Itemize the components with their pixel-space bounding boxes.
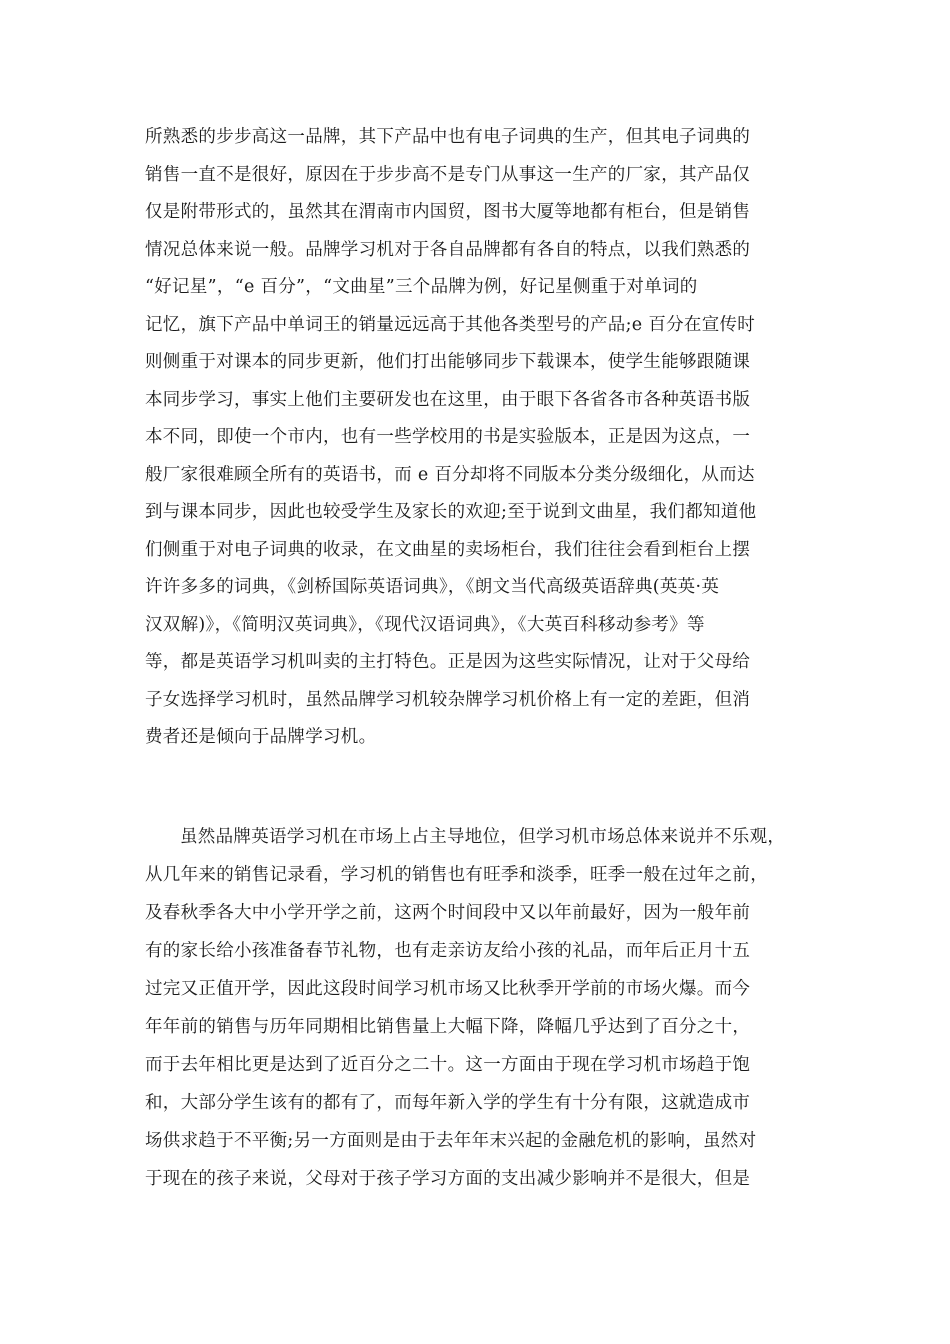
paragraph-line: 所熟悉的步步高这一品牌，其下产品中也有电子词典的生产，但其电子词典的 [145,127,751,147]
paragraph-line: 本不同，即使一个市内，也有一些学校用的书是实验版本，正是因为这点，一 [145,427,751,447]
paragraph-line: 们侧重于对电子词典的收录，在文曲星的卖场柜台，我们往往会看到柜台上摆 [145,539,751,560]
paragraph-1 [145,119,825,757]
paragraph-line: 从几年来的销售记录看，学习机的销售也有旺季和淡季，旺季一般在过年之前， [145,865,768,885]
paragraph-line: 年年前的销售与历年同期相比销售量上大幅下降，降幅几乎达到了百分之十， [145,1017,751,1037]
paragraph-line: 及春秋季各大中小学开学之前，这两个时间段中又以年前最好，因为一般年前 [145,903,751,923]
paragraph-line: 过完又正值开学，因此这段时间学习机市场又比秋季开学前的市场火爆。而今 [145,979,751,999]
paragraph-line: 而于去年相比更是达到了近百分之二十。这一方面由于现在学习机市场趋于饱 [145,1055,751,1075]
paragraph-line: 子女选择学习机时，虽然品牌学习机较杂牌学习机价格上有一定的差距，但消 [145,689,751,710]
paragraph-line: 场供求趋于不平衡;另一方面则是由于去年年末兴起的金融危机的影响，虽然对 [145,1131,757,1151]
paragraph-line: 汉双解)》，《简明汉英词典》，《现代汉语词典》，《大英百科移动参考》等 [145,614,705,635]
paragraph-line: 等，都是英语学习机叫卖的主打特色。正是因为这些实际情况，让对于父母给 [145,652,751,672]
paragraph-line: 到与课本同步，因此也较受学生及家长的欢迎;至于说到文曲星，我们都知道他 [145,502,757,522]
paragraph-line: 般厂家很难顾全所有的英语书，而 e 百分却将不同版本分类分级细化，从而达 [145,464,755,485]
paragraph-line: 于现在的孩子来说，父母对于孩子学习方面的支出减少影响并不是很大，但是 [145,1169,751,1189]
paragraph-line: 虽然品牌英语学习机在市场上占主导地位，但学习机市场总体来说并不乐观， [180,827,786,847]
paragraph-line: “好记星”，“e 百分”，“文曲星”三个品牌为例，好记星侧重于对单词的 [145,277,698,297]
paragraph-line: 费者还是倾向于品牌学习机。 [145,727,377,747]
paragraph-line: 本同步学习，事实上他们主要研发也在这里，由于眼下各省各市各种英语书版 [145,389,751,410]
paragraph-line: 销售一直不是很好，原因在于步步高不是专门从事这一生产的厂家，其产品仅 [145,164,751,185]
paragraph-line: 有的家长给小孩准备春节礼物，也有走亲访友给小孩的礼品，而年后正月十五 [145,941,751,961]
paragraph-line: 许许多多的词典，《剑桥国际英语词典》，《朗文当代高级英语辞典(英英·英 [145,577,720,597]
paragraph-line: 则侧重于对课本的同步更新，他们打出能够同步下载课本，使学生能够跟随课 [145,352,751,372]
paragraph-line: 记忆，旗下产品中单词王的销量远远高于其他各类型号的产品;e 百分在宣传时 [145,314,756,335]
paragraph-line: 情况总体来说一般。品牌学习机对于各自品牌都有各自的特点，以我们熟悉的 [145,239,751,260]
paragraph-line: 仅是附带形式的，虽然其在渭南市内国贸，图书大厦等地都有柜台，但是销售 [145,202,751,222]
paragraph-2 [145,818,825,1198]
paragraph-line: 和，大部分学生该有的都有了，而每年新入学的学生有十分有限，这就造成市 [145,1093,751,1113]
